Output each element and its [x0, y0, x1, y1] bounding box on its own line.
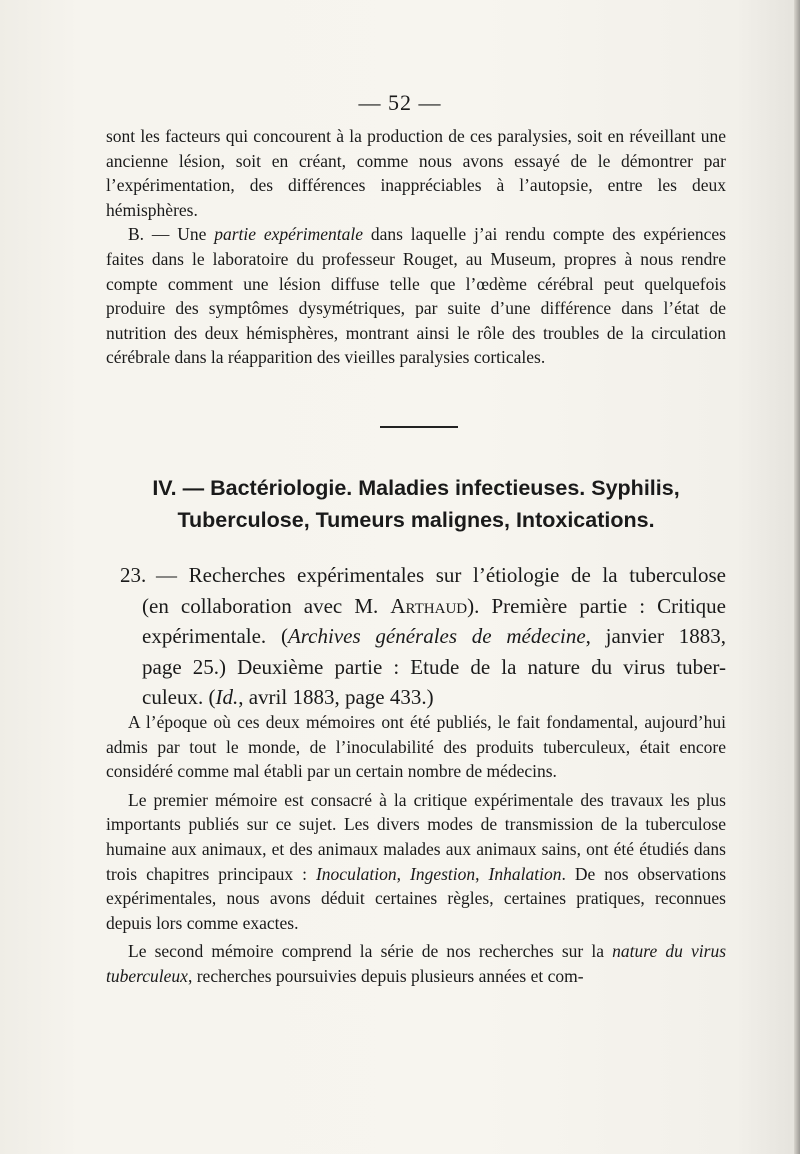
top-text-block: [106, 124, 726, 370]
page-edge-shadow: [794, 0, 800, 1154]
entry-line-1: [120, 560, 726, 591]
paragraph-2-text: Le premier mémoire est consacré à la critique expérimentale des travaux les plus importants publiés sur ce sujet. Les divers modes de transmission de la tuberculose humaine aux animaux, et des animaux malades aux animaux sains, ont été étudiés dans trois chapitres principaux :: [106, 789, 726, 884]
part-b-lead: Une: [177, 224, 207, 245]
entry-line-4: [120, 652, 726, 683]
part-b-text: dans laquelle j’ai rendu compte des expériences faites dans le laboratoire du professeur Rouget, au Museum, propres à nous rendre compte comment une lésion diffuse telle que l’œdème cérébral peut quelquefois produire des symptômes dysymétriques, par suite d’une différence dans l’état de nutrition des deux hémisphères, montrant ainsi le rôle des troubles de la circulation cérébrale dans la réapparition des vieilles paralysies corticales.: [106, 224, 726, 368]
entry-critique: expérimentale. (: [142, 624, 288, 648]
entry-journal: Archives générales de médecine: [287, 624, 586, 648]
entry-collaborator: Arthaud: [390, 593, 468, 618]
entry-collab: (en collaboration avec M.: [142, 593, 379, 618]
entry-part-two: page 25.) Deuxième partie : Etude de la nature du virus tuber-: [142, 654, 726, 679]
paragraph-2-sep-2: ,: [475, 863, 480, 884]
entry-date-2: , avril 1883, page 433.): [238, 685, 434, 709]
part-b-label: B. —: [128, 224, 170, 245]
entry-ibid: Id.: [215, 685, 239, 709]
bibliography-entry: [120, 560, 726, 713]
section-divider: [380, 426, 458, 428]
paragraph-3-text: Le second mémoire comprend la série de nos recherches sur la: [128, 941, 605, 962]
section-heading-line-2: Tuberculose, Tumeurs malignes, Intoxications.: [177, 508, 655, 532]
entry-culeux: culeux. (: [142, 685, 216, 709]
paragraph-3-rest: , recherches poursuivies depuis plusieurs années et com-: [187, 965, 584, 986]
entry-date-1: , janvier 1883,: [585, 624, 726, 648]
entry-line-5: [120, 682, 726, 713]
part-b-italic: partie expérimentale: [214, 224, 364, 245]
entry-title-start: — Recherches expérimentales sur l’étiologie de la tuberculose: [156, 563, 726, 587]
paragraph-2-inhalation: Inhalation: [488, 863, 562, 884]
section-heading: [106, 472, 726, 536]
paragraph-2-ingestion: Ingestion: [410, 863, 476, 884]
paragraph-3-italic: nature du virus tuberculeux: [106, 941, 727, 986]
paragraph-1: A l’époque où ces deux mémoires ont été publiés, le fait fondamental, aujourd’hui admis par tout le monde, de l’inoculabilité des produits tuberculeux, était encore considéré comme mal établi par un certain nombre de médecins.: [106, 712, 726, 782]
continuation-paragraph: sont les facteurs qui concourent à la production de ces paralysies, soit en réveillant une ancienne lésion, soit en créant, comme nous avons essayé de le démontrer par l’expérimentation, des différences inappréciables à l’autopsie, entre les deux hémisphères.: [106, 126, 726, 220]
page-number: — 52 —: [358, 90, 442, 115]
section-heading-line-1: IV. — Bactériologie. Maladies infectieuses. Syphilis,: [152, 476, 680, 500]
entry-part-one: ). Première partie : Critique: [467, 593, 726, 618]
entry-number: 23.: [120, 563, 147, 587]
entry-line-3: [120, 621, 726, 652]
paragraph-2-sep-1: ,: [396, 863, 402, 884]
bottom-text-block: [106, 710, 726, 989]
part-b-paragraph: [106, 222, 726, 370]
entry-line-2: [120, 591, 726, 622]
paragraph-2-inoculation: Inoculation: [315, 863, 397, 884]
paragraph-2-rest: . De nos observations expérimentales, nous avons déduit certaines règles, certaines pratiques, reconnues depuis lors comme exactes.: [106, 863, 727, 933]
paragraph-3: [106, 939, 726, 988]
paragraph-2: [106, 788, 726, 936]
